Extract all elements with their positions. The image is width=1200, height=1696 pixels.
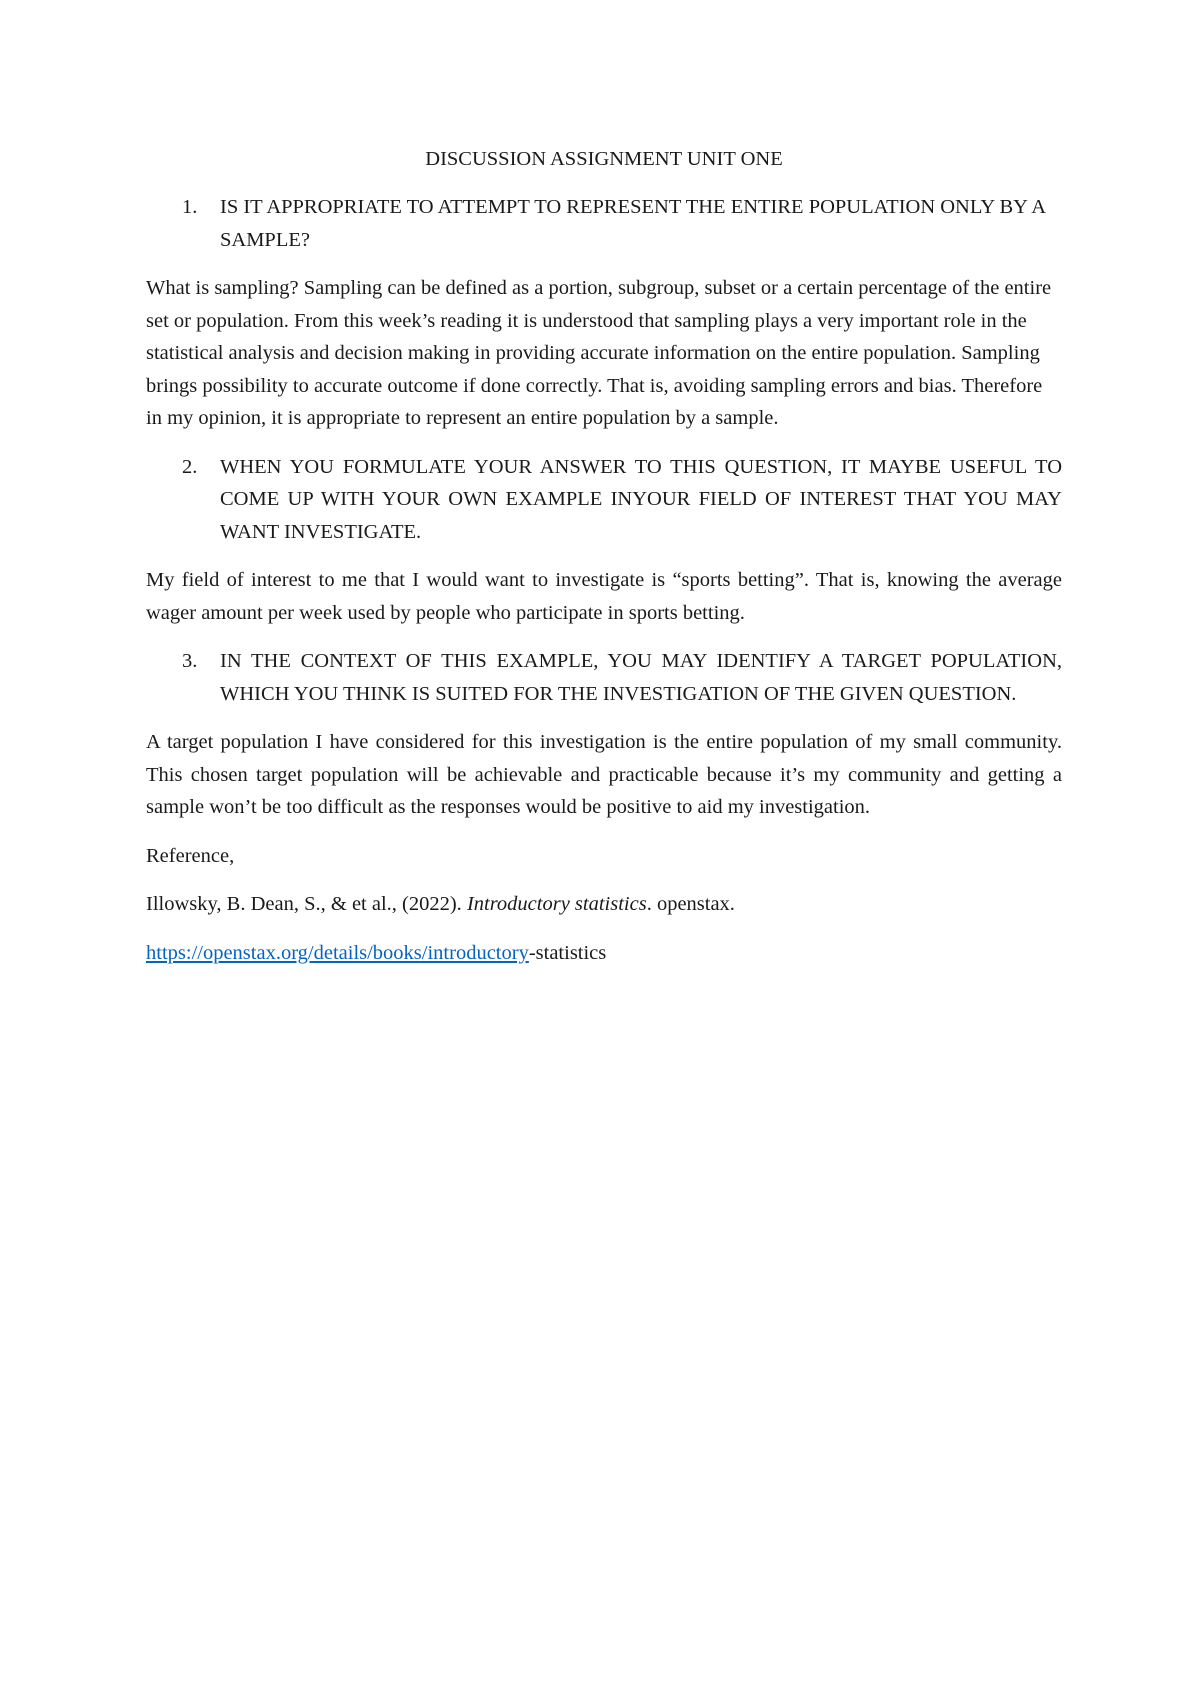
reference-url (146, 937, 1062, 970)
citation-authors: Illowsky, B. Dean, S., & et al., (2022). (146, 893, 467, 915)
question-number: 1. (182, 196, 198, 218)
answer-3: A target population I have considered for this investigation is the entire population of my small community. This chosen target population will be achievable and practicable because it’s my community and getting a sample won’t be too difficult as the responses would be positive to aid my investigation. (146, 731, 1062, 818)
citation-title: Introductory statistics (466, 893, 647, 915)
question-number: 2. (182, 455, 198, 478)
document-content (146, 143, 1062, 985)
question-text: WHEN YOU FORMULATE YOUR ANSWER TO THIS QUESTION, IT MAYBE USEFUL TO COME UP WITH YOUR OWN EXAMPLE INYOUR FIELD OF INTEREST THAT YOU MAY WANT INVESTIGATE. (220, 455, 1062, 543)
reference-link-tail: -statistics (528, 941, 607, 964)
document-title: DISCUSSION ASSIGNMENT UNIT ONE (425, 148, 783, 170)
answer-1: What is sampling? Sampling can be defined as a portion, subgroup, subset or a certain percentage of the entire set or population. From this week’s reading it is understood that sampling plays a very important role in the statistical analysis and decision making in providing accurate information on the entire population. Sampling brings possibility to accurate outcome if done correctly. That is, avoiding sampling errors and bias. Therefore in my opinion, it is appropriate to represent an entire population by a sample. (146, 277, 1052, 429)
question-text: IS IT APPROPRIATE TO ATTEMPT TO REPRESENT THE ENTIRE POPULATION ONLY BY A SAMPLE? (220, 196, 1045, 251)
reference-link[interactable]: https://openstax.org/details/books/introductory (146, 941, 529, 964)
answer-2: My field of interest to me that I would want to investigate is “sports betting”. That is, knowing the average wager amount per week used by people who participate in sports betting. (146, 569, 1062, 624)
question-number: 3. (182, 650, 198, 672)
question-text: IN THE CONTEXT OF THIS EXAMPLE, YOU MAY IDENTIFY A TARGET POPULATION, WHICH YOU THINK IS SUITED FOR THE INVESTIGATION OF THE GIVEN QUESTION. (220, 650, 1062, 705)
reference-heading: Reference, (146, 844, 235, 867)
reference-citation (146, 888, 1062, 921)
question-3 (146, 645, 1062, 710)
citation-tail: . openstax. (646, 893, 735, 915)
question-2 (146, 451, 1062, 549)
question-1 (146, 191, 1062, 256)
